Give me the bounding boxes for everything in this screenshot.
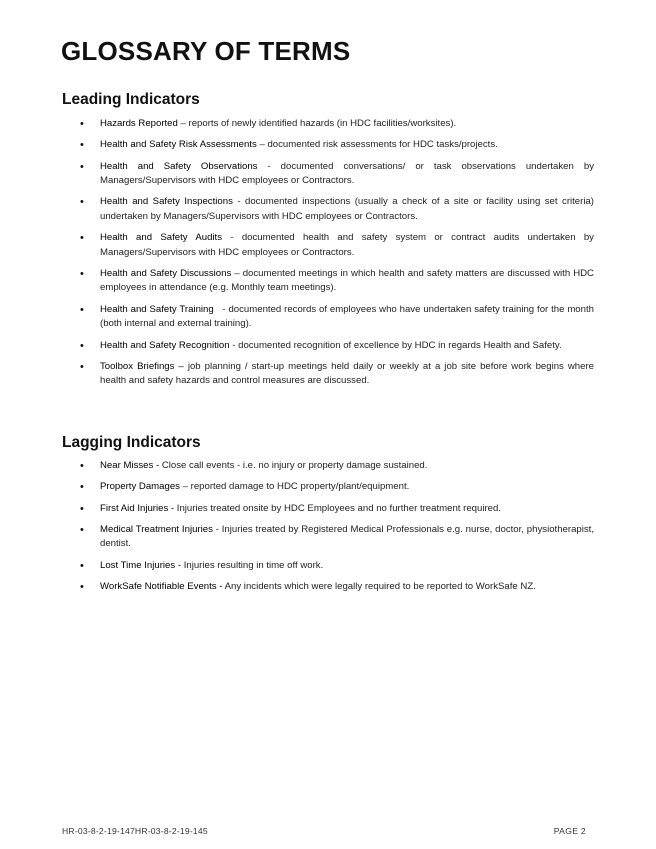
leading-indicator-item [80,138,594,153]
page-title: GLOSSARY OF TERMS [61,36,351,66]
bullet-icon: • [80,303,84,316]
leading-indicators-list [80,117,595,396]
leading-indicator-separator: - [213,303,229,315]
leading-indicator-term: Health and Safety Training [100,303,214,315]
leading-indicator-definition: documented recognition of excellence by HDC in regards Health and Safety. [238,339,562,351]
leading-indicator-separator: – [256,139,268,151]
lagging-indicator-item [80,502,594,517]
lagging-indicator-definition: reported damage to HDC property/plant/equipment. [190,481,410,493]
lagging-indicator-term: First Aid Injuries - [100,502,175,514]
leading-indicator-term: Toolbox Briefings – [100,360,184,372]
bullet-icon: • [80,232,84,245]
leading-indicator-separator: - [222,232,242,244]
bullet-icon: • [80,196,84,209]
leading-indicators-heading: Leading Indicators [62,91,200,108]
leading-indicator-separator: - [229,339,239,351]
leading-indicator-definition: documented inspections (usually a check of a site or facility using set criteria) undertaken by Managers/Supervisors with HDC employees or Contractors. [100,196,595,222]
lagging-indicator-item [80,523,594,552]
leading-indicator-item [80,267,594,296]
bullet-icon: • [80,580,84,593]
leading-indicator-term: Health and Safety Risk Assessments [100,139,257,151]
footer-page-number: PAGE 2 [553,826,586,836]
lagging-indicator-item [80,580,594,595]
leading-indicator-item [80,160,594,189]
leading-indicator-definition: documented health and safety system or contract audits undertaken by Managers/Supervisors with HDC employees or Contractors. [100,232,594,258]
lagging-indicator-term: Near Misses - [100,460,160,471]
bullet-icon: • [80,267,84,280]
leading-indicator-definition: documented records of employees who have undertaken safety training for the month (both internal and external training). [100,303,594,330]
leading-indicator-separator: - [232,196,245,208]
lagging-indicator-separator: – [179,481,191,493]
bullet-icon: • [80,502,84,515]
lagging-indicator-item [80,459,594,474]
leading-indicator-separator: - [257,160,281,172]
leading-indicator-item [80,231,594,260]
leading-indicator-term: Health and Safety Audits [100,232,223,244]
leading-indicator-separator: – [231,267,243,279]
bullet-icon: • [80,160,84,173]
lagging-indicator-definition: Injuries treated by Registered Medical Professionals e.g. nurse, doctor, physiotherapist, dentist. [100,523,594,550]
leading-indicator-term: Health and Safety Recognition [100,339,230,351]
leading-indicator-term: Hazards Reported [100,118,178,129]
lagging-indicator-definition: Close call events - i.e. no injury or property damage sustained. [161,460,428,471]
bullet-icon: • [80,360,84,373]
lagging-indicator-term: Lost Time Injuries - [100,559,182,571]
bullet-icon: • [80,481,84,494]
leading-indicator-definition: job planning / start-up meetings held daily or weekly at a job site before work begins where health and safety hazards and control measures are discussed. [100,360,595,387]
leading-indicator-definition: documented conversations/ or task observations undertaken by Managers/Supervisors with HDC employees or Contractors. [100,160,594,187]
leading-indicator-term: Health and Safety Observations [100,160,258,172]
bullet-icon: • [80,523,84,536]
lagging-indicator-term: Medical Treatment Injuries [100,523,213,535]
lagging-indicator-definition: Injuries resulting in time off work. [183,559,324,571]
bullet-icon: • [80,559,84,572]
lagging-indicator-item [80,480,594,495]
footer-document-code: HR-03-8-2-19-147HR-03-8-2-19-145 [62,826,208,836]
leading-indicator-item [80,339,594,354]
leading-indicator-item [80,195,595,224]
leading-indicator-term: Health and Safety Inspections [100,196,233,208]
bullet-icon: • [80,118,84,130]
bullet-icon: • [80,139,84,152]
lagging-indicator-definition: Injuries treated onsite by HDC Employees and no further treatment required. [176,502,502,514]
leading-indicator-definition: documented meetings in which health and safety matters are discussed with HDC employees in attendance (e.g. Monthly team meetings). [100,267,594,294]
bullet-icon: • [80,460,84,472]
leading-indicator-item [80,117,594,132]
leading-indicator-term: Health and Safety Discussions [100,267,232,279]
lagging-indicators-list [80,459,594,601]
bullet-icon: • [80,339,84,352]
lagging-indicator-term: Property Damages [100,481,180,493]
lagging-indicator-term: WorkSafe Notifiable Events - [100,580,223,592]
leading-indicator-item [80,303,594,332]
lagging-indicator-item [80,559,594,574]
lagging-indicators-heading: Lagging Indicators [62,434,201,451]
lagging-indicator-separator: - [212,523,222,535]
leading-indicator-separator: – [177,118,189,129]
leading-indicator-definition: reports of newly identified hazards (in HDC facilities/worksites). [188,118,457,129]
leading-indicator-definition: documented risk assessments for HDC tasks/projects. [267,139,498,151]
lagging-indicator-definition: Any incidents which were legally required to be reported to WorkSafe NZ. [224,580,536,592]
leading-indicator-item [80,360,595,389]
